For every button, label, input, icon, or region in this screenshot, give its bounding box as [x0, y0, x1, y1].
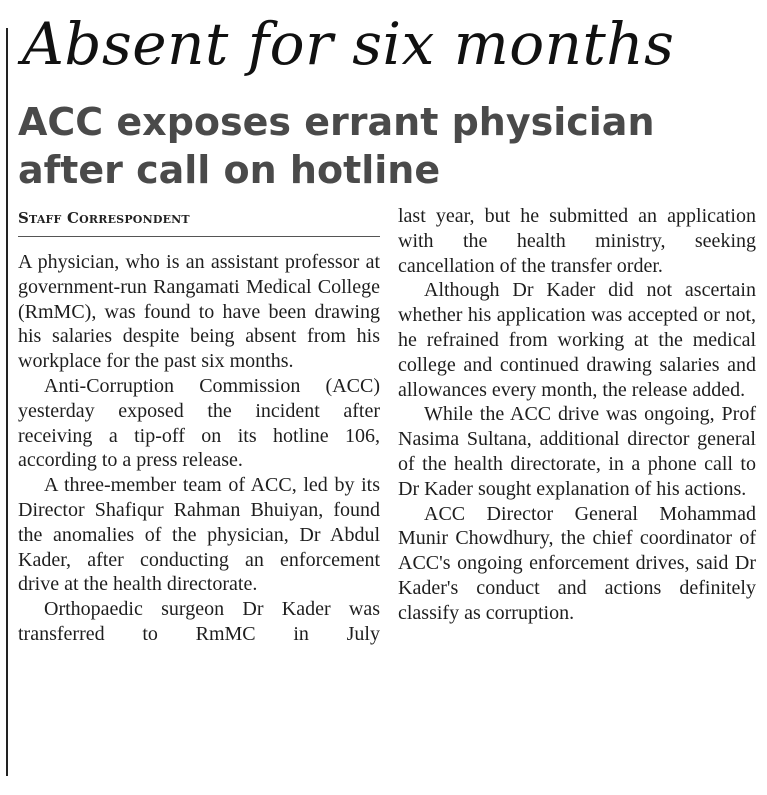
paragraph: A three-member team of ACC, led by its Director Shafiqur Rahman Bhuiyan, found the anomalies of the physician, Dr Abdul Kader, after conducting an enforcement drive at the health directorate.: [18, 474, 380, 596]
byline: [18, 206, 380, 230]
article-column-1: [18, 250, 380, 647]
column-rule: [6, 28, 8, 776]
subheadline: ACC exposes errant physician after call on hotline: [18, 100, 655, 192]
paragraph: Although Dr Kader did not ascertain whether his application was accepted or not, he refrained from working at the medical college and continued drawing salaries and allowances every month, the release added.: [398, 279, 756, 401]
paragraph: ACC Director General Mohammad Munir Chowdhury, the chief coordinator of ACC's ongoing enforcement drives, said Dr Kader's conduct and actions definitely classify as corruption.: [398, 502, 756, 624]
paragraph: last year, but he submitted an application with the health ministry, seeking cancellation of the transfer order.: [398, 205, 756, 277]
article-column-2: [398, 204, 756, 626]
paragraph: While the ACC drive was ongoing, Prof Nasima Sultana, additional director general of the health directorate, in a phone call to Dr Kader sought explanation of his actions.: [398, 403, 756, 500]
paragraph: Anti-Corruption Commission (ACC) yesterday exposed the incident after receiving a tip-off on its hotline 106, according to a press release.: [18, 374, 380, 472]
byline-divider: [18, 236, 380, 237]
paragraph: Orthopaedic surgeon Dr Kader was transferred to RmMC in July: [18, 598, 380, 645]
headline: Absent for six months: [22, 10, 675, 78]
byline-text: Staff Correspondent: [18, 209, 190, 227]
paragraph: A physician, who is an assistant professor at government-run Rangamati Medical College (RmMC), was found to have been drawing his salaries despite being absent from his workplace for the past six months.: [18, 251, 380, 373]
